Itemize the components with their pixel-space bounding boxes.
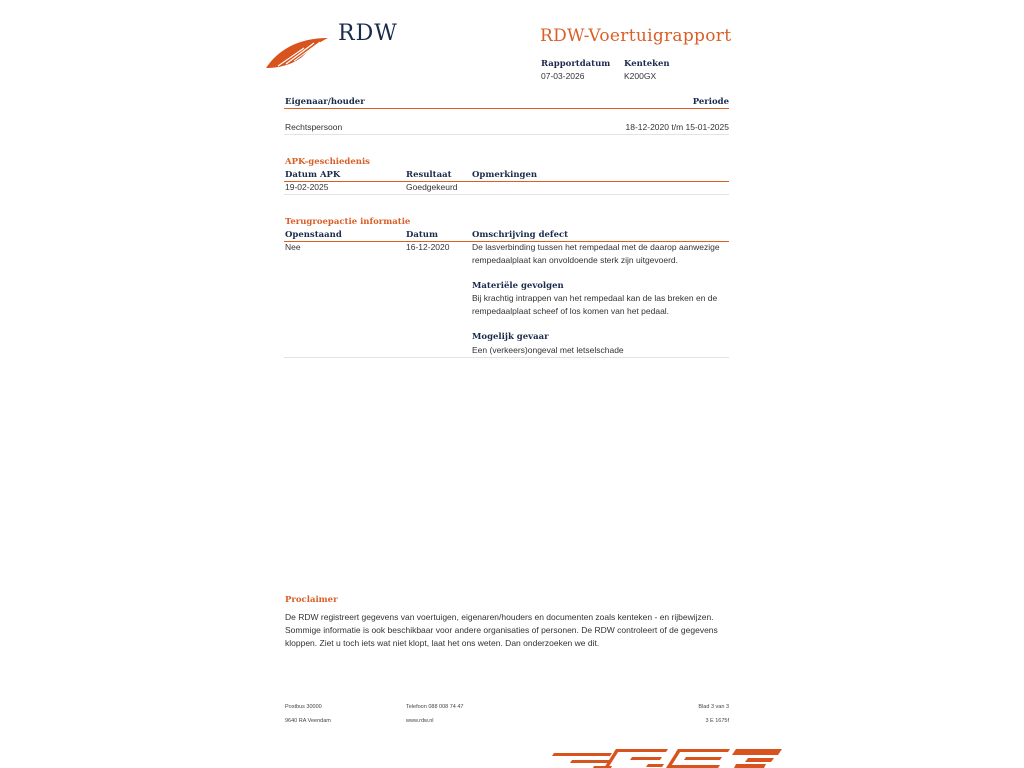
document-title: RDW-Voertuigrapport <box>540 26 732 46</box>
recall-row-divider <box>284 357 729 358</box>
footer-address-1: Postbus 30000 <box>285 704 322 710</box>
owner-row-divider <box>284 134 729 135</box>
disclaimer-title: Proclaimer <box>285 595 338 605</box>
footer-page-number: Blad 3 van 3 <box>698 704 729 710</box>
recall-date-value: 16-12-2020 <box>406 242 450 252</box>
recall-section-title: Terugroepactie informatie <box>285 217 411 227</box>
consequences-line: rempedaalplaat scheef of los komen van het pedaal. <box>472 306 670 316</box>
recall-defect-line: De lasverbinding tussen het rempedaal met de daarop aanwezige <box>472 242 720 252</box>
footer-address-2: 9640 RA Veendam <box>285 718 331 724</box>
consequences-text <box>472 292 717 318</box>
rdw-wing-logo-icon <box>264 34 330 70</box>
recall-open-value: Nee <box>285 242 301 252</box>
disclaimer-line: kloppen. Ziet u toch iets wat niet klopt, laat het ons weten. Dan onderzoeken we dit. <box>285 638 600 648</box>
danger-text: Een (verkeers)ongeval met letselschade <box>472 345 624 355</box>
brand-name: RDW <box>338 21 398 46</box>
report-date-label: Rapportdatum <box>541 59 611 69</box>
recall-col-date: Datum <box>406 230 438 240</box>
recall-col-open: Openstaand <box>285 230 342 240</box>
rdw-stripes-icon <box>552 747 784 768</box>
report-date-value: 07-03-2026 <box>541 71 585 81</box>
owner-type: Rechtspersoon <box>285 122 343 132</box>
plate-label: Kenteken <box>624 59 670 69</box>
recall-col-defect: Omschrijving defect <box>472 230 569 240</box>
disclaimer-text <box>285 611 718 650</box>
disclaimer-line: De RDW registreert gegevens van voertuigen, eigenaren/houders en documenten zoals kenteken - en rijbewijzen. <box>285 612 714 622</box>
apk-col-remarks: Opmerkingen <box>472 170 538 180</box>
owner-period: 18-12-2020 t/m 15-01-2025 <box>625 122 729 132</box>
plate-value: K200GX <box>624 71 657 81</box>
danger-title: Mogelijk gevaar <box>472 332 549 342</box>
disclaimer-line: Sommige informatie is ook beschikbaar voor andere organisaties of personen. De RDW controleert of de gegevens <box>285 625 718 635</box>
owner-column-header: Eigenaar/houder <box>285 97 365 107</box>
apk-row-result: Goedgekeurd <box>406 182 458 192</box>
recall-defect-text <box>472 241 720 267</box>
consequences-line: Bij krachtig intrappen van het rempedaal kan de las breken en de <box>472 293 718 303</box>
consequences-title: Materiële gevolgen <box>472 281 564 291</box>
apk-row-divider <box>284 194 729 195</box>
apk-section-title: APK-geschiedenis <box>285 157 370 167</box>
owner-header-divider <box>284 108 729 109</box>
period-column-header: Periode <box>692 97 729 107</box>
recall-defect-line: rempedaalplaat kan onvoldoende sterk zijn uitgevoerd. <box>472 255 679 265</box>
footer-code: 3 E 1675f <box>705 718 729 724</box>
footer-phone: Telefoon 088 008 74 47 <box>406 704 464 710</box>
apk-header-divider <box>284 181 729 182</box>
footer-website[interactable]: www.rdw.nl <box>406 718 434 724</box>
apk-col-result: Resultaat <box>406 170 452 180</box>
apk-col-date: Datum APK <box>285 170 341 180</box>
apk-row-date: 19-02-2025 <box>285 182 329 192</box>
